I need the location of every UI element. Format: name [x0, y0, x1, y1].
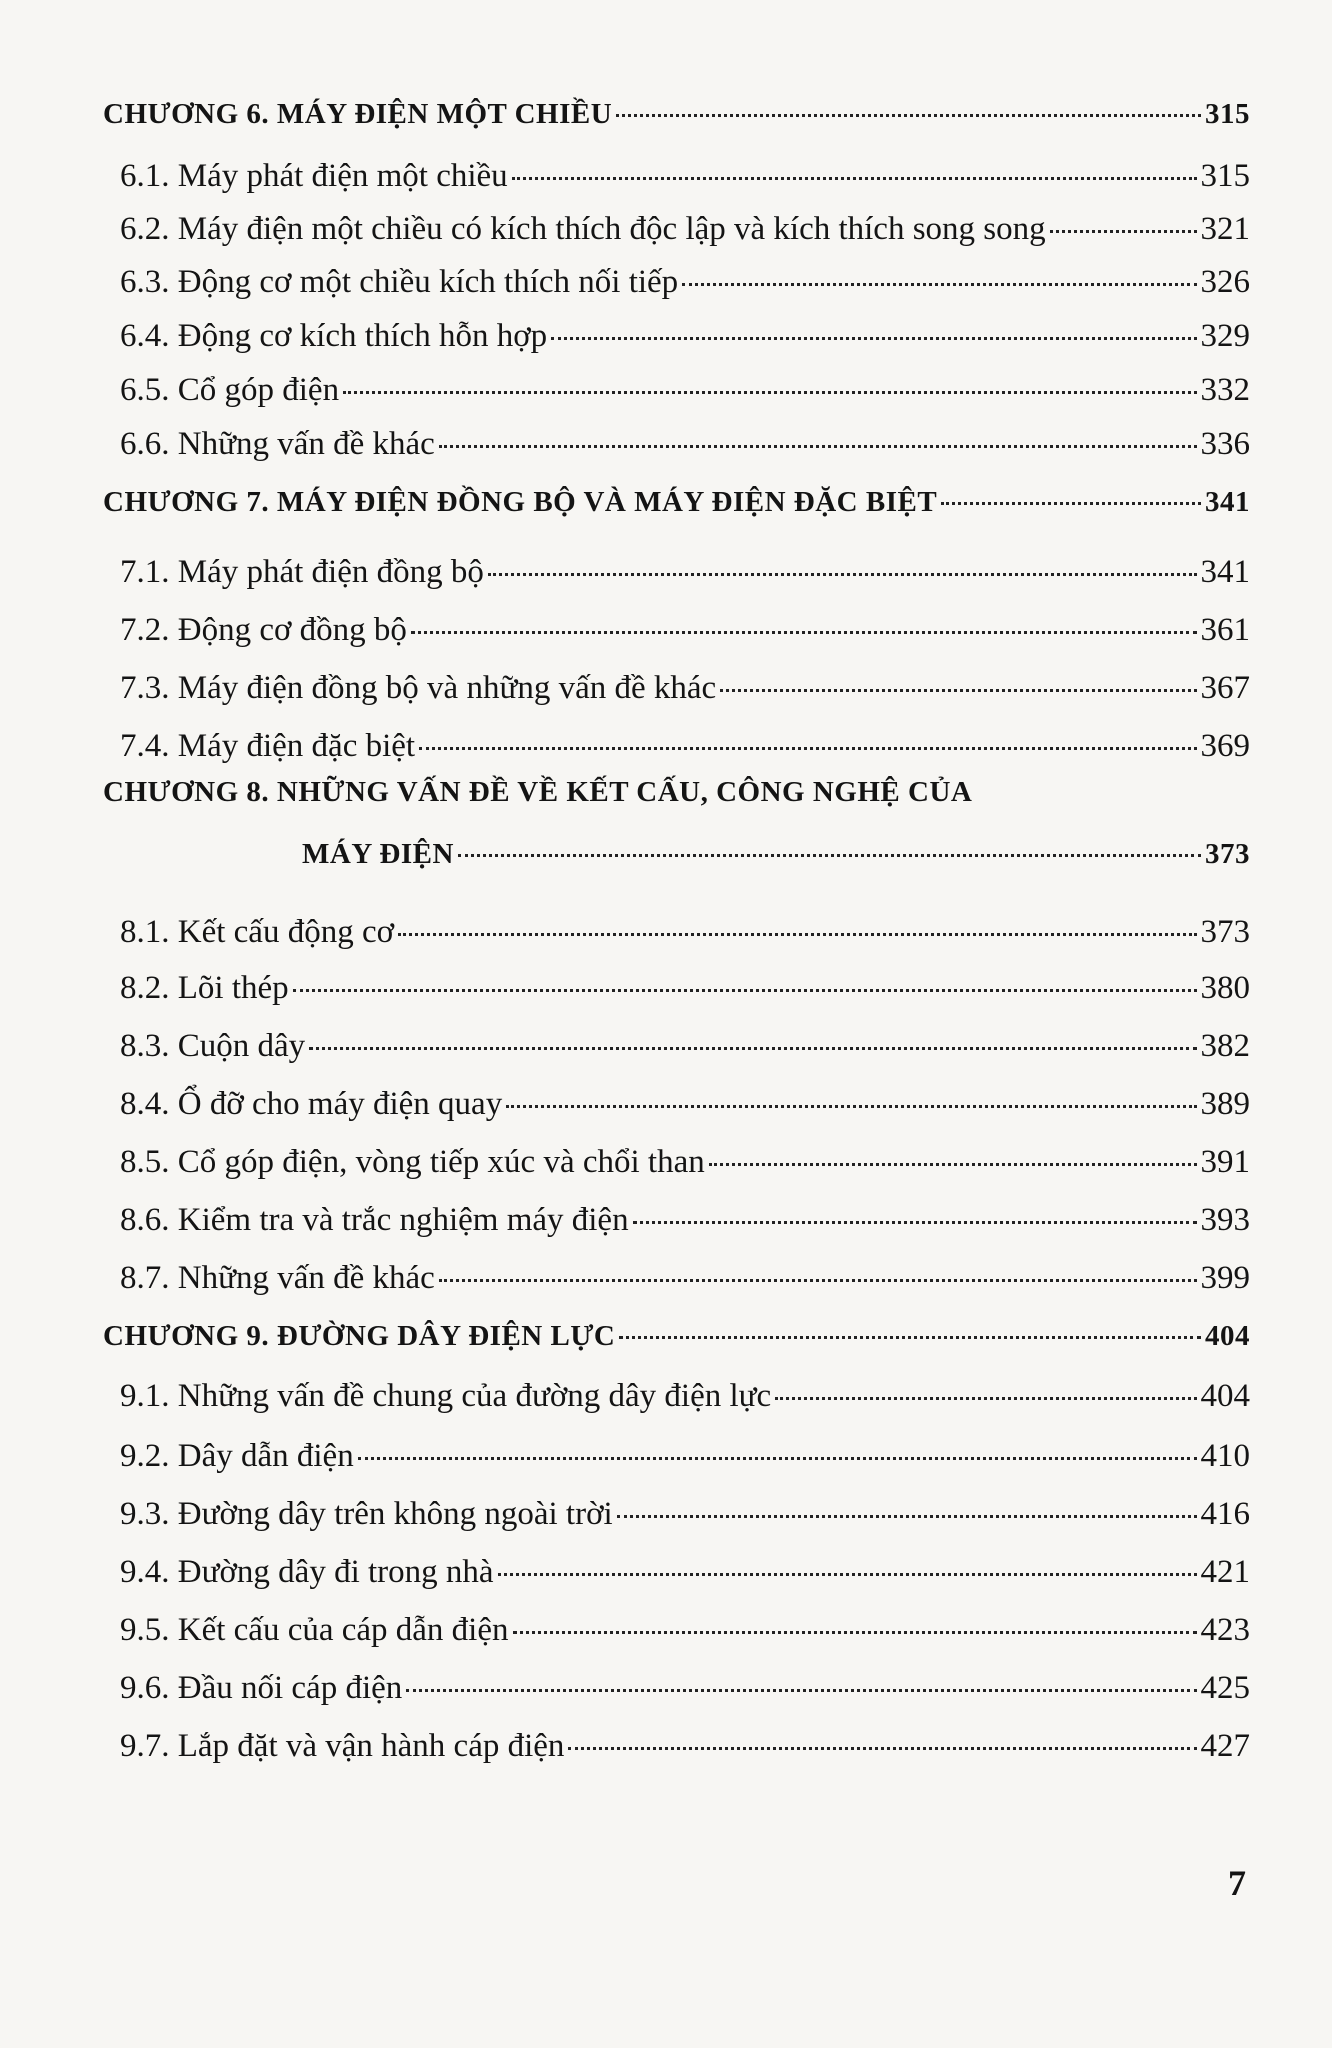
toc-entry-page: 326: [1200, 264, 1250, 300]
toc-entry-page: 416: [1200, 1496, 1250, 1532]
dot-leader: [406, 1689, 1196, 1692]
toc-entry-page: 341: [1205, 486, 1250, 518]
toc-entry-title: 8.7. Những vấn đề khác: [120, 1260, 435, 1296]
page-number: 7: [1228, 1863, 1246, 1903]
dot-leader: [419, 747, 1196, 750]
dot-leader: [309, 1047, 1196, 1050]
dot-leader: [293, 989, 1197, 992]
toc-entry-page: 332: [1200, 372, 1250, 408]
dot-leader: [439, 1279, 1197, 1282]
toc-section: [120, 556, 1250, 589]
toc-section: [120, 1030, 1250, 1063]
dot-leader: [941, 502, 1201, 505]
dot-leader: [709, 1163, 1197, 1166]
toc-entry-title: 9.2. Dây dẫn điện: [120, 1438, 354, 1474]
toc-section: [120, 428, 1250, 461]
dot-leader: [619, 1336, 1201, 1339]
dot-leader: [568, 1747, 1196, 1750]
toc-entry-page: 341: [1200, 554, 1250, 590]
toc-entry-page: 425: [1200, 1670, 1250, 1706]
toc-entry-title: 9.6. Đầu nối cáp điện: [120, 1670, 403, 1706]
dot-leader: [513, 1631, 1197, 1634]
toc-entry-page: 369: [1200, 728, 1250, 764]
toc-entry-page: 404: [1205, 1320, 1250, 1352]
toc-section: [120, 1088, 1250, 1121]
toc-chapter: [103, 1322, 1250, 1351]
dot-leader: [633, 1221, 1197, 1224]
toc-chapter: [302, 840, 1250, 869]
dot-leader: [682, 283, 1196, 286]
toc-entry-title: 6.5. Cổ góp điện: [120, 372, 340, 408]
toc-entry-page: 336: [1200, 426, 1250, 462]
toc-entry-title: 6.4. Động cơ kích thích hỗn hợp: [120, 318, 548, 354]
toc-entry-page: 399: [1200, 1260, 1250, 1296]
toc-entry-page: 382: [1200, 1028, 1250, 1064]
dot-leader: [439, 445, 1197, 448]
toc-section: [120, 972, 1250, 1005]
toc-entry-page: 391: [1200, 1144, 1250, 1180]
toc-chapter-line1: CHƯƠNG 8. NHỮNG VẤN ĐỀ VỀ KẾT CẤU, CÔNG NGHỆ CỦA: [103, 776, 973, 808]
toc-entry-title: 7.2. Động cơ đồng bộ: [120, 612, 407, 648]
toc-entry-page: 315: [1200, 158, 1250, 194]
toc-entry-title: 8.2. Lõi thép: [120, 970, 289, 1006]
toc-section: [120, 266, 1250, 299]
toc-entry-title: CHƯƠNG 9. ĐƯỜNG DÂY ĐIỆN LỰC: [103, 1320, 616, 1352]
toc-entry-title: 8.3. Cuộn dây: [120, 1028, 306, 1064]
toc-entry-page: 427: [1200, 1728, 1250, 1764]
toc-entry-title: 9.1. Những vấn đề chung của đường dây điện lực: [120, 1378, 772, 1414]
toc-section: [120, 1204, 1250, 1237]
toc-section: [120, 1672, 1250, 1705]
toc-entry-title: 9.4. Đường dây đi trong nhà: [120, 1554, 494, 1590]
toc-section: [120, 1614, 1250, 1647]
toc-section: [120, 1262, 1250, 1295]
toc-entry-title: 8.4. Ổ đỡ cho máy điện quay: [120, 1086, 503, 1122]
toc-section: [120, 1146, 1250, 1179]
dot-leader: [506, 1105, 1196, 1108]
toc-entry-title: 6.2. Máy điện một chiều có kích thích độc lập và kích thích song song: [120, 211, 1046, 247]
toc-entry-page: 421: [1200, 1554, 1250, 1590]
toc-entry-title: MÁY ĐIỆN: [302, 838, 454, 870]
dot-leader: [617, 1515, 1197, 1518]
toc-entry-page: 315: [1205, 98, 1250, 130]
toc-section: [120, 1440, 1250, 1473]
toc-entry-title: 8.5. Cổ góp điện, vòng tiếp xúc và chổi than: [120, 1144, 705, 1180]
toc-entry-page: 423: [1200, 1612, 1250, 1648]
toc-entry-title: 9.7. Lắp đặt và vận hành cáp điện: [120, 1728, 565, 1764]
dot-leader: [498, 1573, 1197, 1576]
toc-entry-title: 7.1. Máy phát điện đồng bộ: [120, 554, 484, 590]
toc-section: [120, 916, 1250, 949]
toc-section: [120, 1380, 1250, 1413]
toc-entry-title: CHƯƠNG 7. MÁY ĐIỆN ĐỒNG BỘ VÀ MÁY ĐIỆN ĐẶC BIỆT: [103, 486, 938, 518]
toc-section: [120, 160, 1250, 193]
dot-leader: [398, 933, 1196, 936]
dot-leader: [616, 114, 1201, 117]
dot-leader: [358, 1457, 1197, 1460]
dot-leader: [775, 1397, 1196, 1400]
toc-entry-title: 8.6. Kiểm tra và trắc nghiệm máy điện: [120, 1202, 629, 1238]
toc-entry-page: 393: [1200, 1202, 1250, 1238]
toc-entry-title: 6.3. Động cơ một chiều kích thích nối tiếp: [120, 264, 679, 300]
toc-entry-page: 404: [1200, 1378, 1250, 1414]
toc-entry-title: 8.1. Kết cấu động cơ: [120, 914, 395, 950]
toc-section: [120, 1730, 1250, 1763]
toc-section: [120, 1498, 1250, 1531]
toc-section: [120, 213, 1250, 246]
toc-entry-page: 373: [1200, 914, 1250, 950]
toc-entry-title: 7.4. Máy điện đặc biệt: [120, 728, 416, 764]
toc-entry-title: 9.5. Kết cấu của cáp dẫn điện: [120, 1612, 509, 1648]
toc-section: [120, 614, 1250, 647]
toc-entry-title: 9.3. Đường dây trên không ngoài trời: [120, 1496, 613, 1532]
toc-section: [120, 320, 1250, 353]
dot-leader: [1050, 230, 1197, 233]
dot-leader: [343, 391, 1196, 394]
toc-section: [120, 672, 1250, 705]
toc-entry-title: 6.1. Máy phát điện một chiều: [120, 158, 508, 194]
toc-entry-page: 389: [1200, 1086, 1250, 1122]
dot-leader: [551, 337, 1196, 340]
toc-entry-page: 367: [1200, 670, 1250, 706]
toc-entry-page: 373: [1205, 838, 1250, 870]
toc-section: [120, 1556, 1250, 1589]
toc-chapter: [103, 100, 1250, 129]
toc-section: [120, 730, 1250, 763]
toc-entry-page: 321: [1200, 211, 1250, 247]
toc-entry-page: 361: [1200, 612, 1250, 648]
toc-entry-title: 6.6. Những vấn đề khác: [120, 426, 435, 462]
toc-entry-title: 7.3. Máy điện đồng bộ và những vấn đề khác: [120, 670, 717, 706]
toc-entry-page: 410: [1200, 1438, 1250, 1474]
toc-entry-title: CHƯƠNG 6. MÁY ĐIỆN MỘT CHIỀU: [103, 98, 613, 130]
dot-leader: [458, 854, 1201, 857]
toc-entry-page: 329: [1200, 318, 1250, 354]
toc-chapter: [103, 488, 1250, 517]
dot-leader: [512, 177, 1197, 180]
dot-leader: [488, 573, 1197, 576]
toc-section: [120, 374, 1250, 407]
dot-leader: [720, 689, 1196, 692]
dot-leader: [411, 631, 1197, 634]
toc-entry-page: 380: [1200, 970, 1250, 1006]
